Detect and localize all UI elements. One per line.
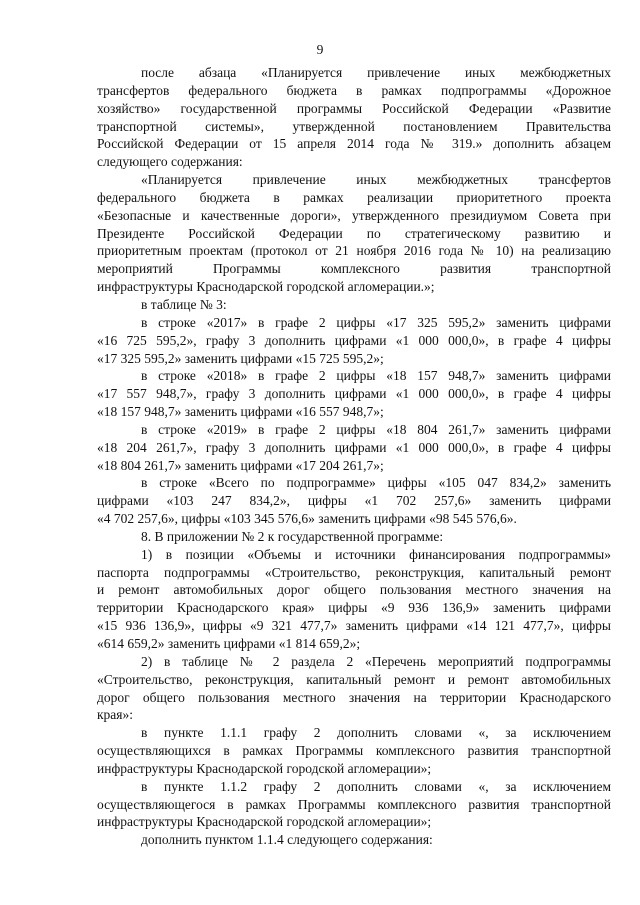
text-line: после абзаца «Планируется привлечение иных межбюджетных [141, 65, 611, 80]
page-number: 9 [316, 42, 324, 57]
text-line: дорог общего пользования местного значения на территории Краснодарского [97, 689, 611, 705]
text-line: трансфертов федерального бюджета в рамках подпрограммы «Дорожное [97, 82, 611, 98]
text-line: «15 936 136,9», цифры «9 321 477,7» заменить цифрами «14 121 477,7», цифры [97, 618, 611, 634]
text-line: «Безопасные и качественные дороги», утвержденного президиумом Совета при [97, 207, 611, 223]
text-line: в таблице № 3: [141, 296, 227, 312]
text-line: хозяйство» государственной программы Российской Федерации «Развитие [97, 100, 611, 116]
text-line: в пункте 1.1.2 графу 2 дополнить словами «, за исключением [141, 778, 611, 794]
text-line: «Планируется привлечение иных межбюджетных трансфертов [141, 172, 611, 188]
text-line: «18 157 948,7» заменить цифрами «16 557 948,7»; [97, 404, 384, 420]
text-line: «614 659,2» заменить цифрами «1 814 659,2»; [97, 636, 361, 651]
text-line: 1) в позиции «Объемы и источники финансирования подпрограммы» [141, 546, 611, 562]
text-line: «4 702 257,6», цифры «103 345 576,6» заменить цифрами «98 545 576,6». [97, 511, 517, 527]
document-body [97, 64, 611, 849]
text-line: паспорта подпрограммы «Строительство, реконструкция, капитальный ремонт [97, 564, 611, 580]
text-line: мероприятий Программы комплексного развития транспортной [97, 261, 611, 277]
text-line: инфраструктуры Краснодарской городской агломерации»; [97, 760, 432, 776]
text-line: «17 557 948,7», графу 3 дополнить цифрами «1 000 000,0», в графе 4 цифры [97, 386, 611, 402]
text-line: в строке «2019» в графе 2 цифры «18 804 261,7» заменить цифрами [141, 421, 611, 437]
text-line: «17 325 595,2» заменить цифрами «15 725 595,2»; [97, 350, 384, 366]
text-line: Российской Федерации от 15 апреля 2014 года № 319.» дополнить абзацем [97, 136, 611, 152]
text-line: цифрами «103 247 834,2», цифры «1 702 257,6» заменить цифрами [97, 493, 611, 509]
text-line: «18 804 261,7» заменить цифрами «17 204 261,7»; [97, 457, 384, 473]
text-line: 2) в таблице № 2 раздела 2 «Перечень мероприятий подпрограммы [141, 653, 611, 669]
text-line: осуществляющегося в рамках Программы комплексного развития транспортной [97, 796, 611, 812]
text-line: в строке «2018» в графе 2 цифры «18 157 948,7» заменить цифрами [141, 368, 611, 384]
text-line: инфраструктуры Краснодарской городской агломерации.»; [97, 279, 435, 295]
text-line: Президенте Российской Федерации по стратегическому развитию и [97, 225, 611, 241]
text-line: и ремонт автомобильных дорог общего пользования местного значения на [97, 582, 611, 598]
text-line: следующего содержания: [97, 154, 243, 170]
text-line: приоритетным проектам (протокол от 21 ноября 2016 года № 10) на реализацию [97, 243, 611, 259]
text-line: федерального бюджета в рамках реализации приоритетного проекта [97, 189, 611, 205]
text-line: осуществляющихся в рамках Программы комплексного развития транспортной [97, 743, 611, 759]
text-line: в пункте 1.1.1 графу 2 дополнить словами «, за исключением [141, 725, 611, 741]
text-line: «18 204 261,7», графу 3 дополнить цифрами «1 000 000,0», в графе 4 цифры [97, 439, 611, 455]
text-line: инфраструктуры Краснодарской городской агломерации»; [97, 814, 432, 830]
text-line: в строке «2017» в графе 2 цифры «17 325 595,2» заменить цифрами [141, 314, 611, 330]
text-line: «Строительство, реконструкция, капитальный ремонт и ремонт автомобильных [97, 671, 611, 687]
text-line: транспортной системы», утвержденной постановлением Правительства [97, 118, 611, 134]
text-line: 8. В приложении № 2 к государственной программе: [141, 528, 444, 544]
text-line: края»: [97, 707, 134, 723]
text-line: дополнить пунктом 1.1.4 следующего содержания: [141, 832, 433, 848]
text-line: «16 725 595,2», графу 3 дополнить цифрами «1 000 000,0», в графе 4 цифры [97, 332, 611, 348]
text-line: в строке «Всего по подпрограмме» цифры «105 047 834,2» заменить [141, 475, 611, 491]
text-line: территории Краснодарского края» цифры «9 936 136,9» заменить цифрами [97, 600, 611, 616]
